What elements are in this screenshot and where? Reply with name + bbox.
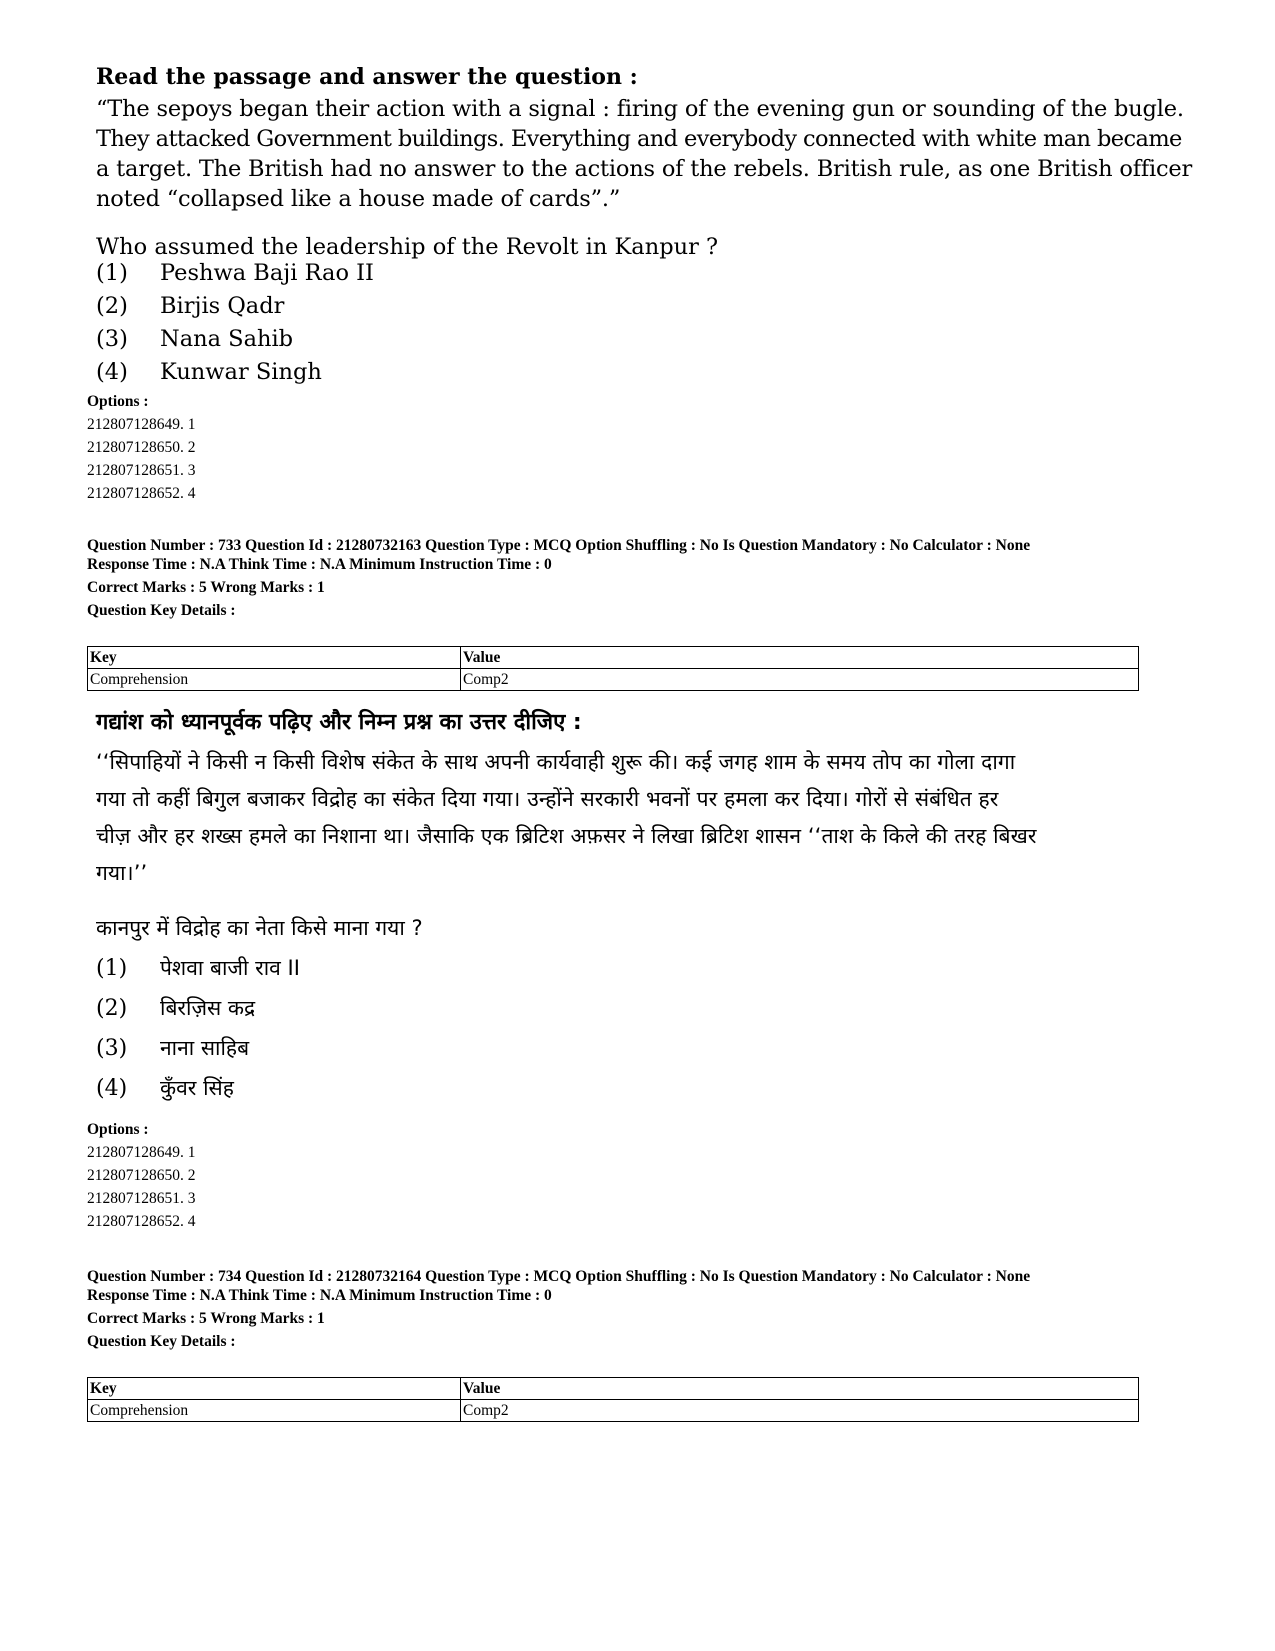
option-id: 212807128652. 4 — [87, 485, 196, 502]
passage-line: गया।’’ — [96, 861, 148, 885]
option-item — [96, 948, 300, 988]
question-meta-line: Response Time : N.A Think Time : N.A Minimum Instruction Time : 0 — [87, 1287, 552, 1304]
table-header-row — [88, 1378, 1139, 1400]
question-marks: Correct Marks : 5 Wrong Marks : 1 — [87, 1310, 325, 1327]
passage-line: “The sepoys began their action with a signal : firing of the evening gun or sounding of the bugle. — [96, 96, 1184, 122]
table-cell-value: Comp2 — [461, 1400, 1139, 1422]
option-number: (4) — [96, 1075, 128, 1101]
table-header-row — [88, 647, 1139, 669]
option-item — [96, 1028, 300, 1068]
question-meta-line: Question Number : 734 Question Id : 21280732164 Question Type : MCQ Option Shuffling : No Is Question Mandatory : No Calculator : None — [87, 1268, 1031, 1285]
question-key-table — [87, 1377, 1139, 1422]
question-key-details-label: Question Key Details : — [87, 602, 236, 619]
table-cell-key: Comprehension — [88, 1400, 461, 1422]
option-id: 212807128651. 3 — [87, 1190, 196, 1207]
option-number: (3) — [96, 1035, 128, 1061]
option-text: Kunwar Singh — [160, 358, 322, 385]
option-number: (3) — [96, 325, 128, 352]
options-block — [87, 1118, 196, 1233]
option-item — [96, 256, 374, 289]
option-number: (4) — [96, 358, 128, 385]
option-id: 212807128650. 2 — [87, 439, 196, 456]
option-id: 212807128651. 3 — [87, 462, 196, 479]
option-number: (2) — [96, 995, 128, 1021]
options-label: Options : — [87, 393, 149, 410]
option-id: 212807128649. 1 — [87, 416, 196, 433]
passage-line: चीज़ और हर शख्स हमले का निशाना था। जैसाकि एक ब्रिटिश अफ़सर ने लिखा ब्रिटिश शासन ‘‘ताश के किले की तरह बिखर — [96, 824, 1037, 848]
table-row — [88, 669, 1139, 691]
option-item — [96, 1068, 300, 1108]
option-id: 212807128649. 1 — [87, 1144, 196, 1161]
question-734-meta — [87, 1265, 1030, 1353]
hindi-heading: गद्यांश को ध्यानपूर्वक पढ़िए और निम्न प्रश्न का उत्तर दीजिए : — [96, 710, 582, 735]
table-cell-key: Comprehension — [88, 669, 461, 691]
english-heading: Read the passage and answer the question : — [96, 64, 638, 90]
option-id: 212807128652. 4 — [87, 1213, 196, 1230]
table-header-key: Key — [88, 647, 461, 669]
hindi-question-text: कानपुर में विद्रोह का नेता किसे माना गया ? — [96, 916, 423, 940]
option-text: Peshwa Baji Rao II — [160, 259, 374, 286]
options-label: Options : — [87, 1121, 149, 1138]
passage-line: गया तो कहीं बिगुल बजाकर विद्रोह का संकेत दिया गया। उन्होंने सरकारी भवनों पर हमला कर दिया। गोरों से संबंधित हर — [96, 787, 999, 811]
hindi-options-list — [96, 948, 300, 1108]
option-text: नाना साहिब — [160, 1036, 250, 1060]
option-number: (2) — [96, 292, 128, 319]
question-meta-line: Question Number : 733 Question Id : 21280732163 Question Type : MCQ Option Shuffling : No Is Question Mandatory : No Calculator : None — [87, 537, 1031, 554]
option-text: कुँवर सिंह — [160, 1076, 234, 1100]
option-text: Nana Sahib — [160, 325, 294, 352]
option-text: बिरज़िस कद्र — [160, 996, 256, 1020]
option-text: Birjis Qadr — [160, 292, 285, 319]
passage-line: They attacked Government buildings. Everything and everybody connected with white man became — [96, 126, 1182, 152]
table-row — [88, 1400, 1139, 1422]
question-key-table — [87, 646, 1139, 691]
hindi-passage — [96, 744, 1221, 892]
option-number: (1) — [96, 259, 128, 286]
option-number: (1) — [96, 955, 128, 981]
english-question-text: Who assumed the leadership of the Revolt in Kanpur ? — [96, 234, 719, 260]
passage-line: a target. The British had no answer to the actions of the rebels. British rule, as one British officer — [96, 156, 1193, 182]
question-key-details-label: Question Key Details : — [87, 1333, 236, 1350]
english-options-list — [96, 256, 374, 388]
options-block — [87, 390, 196, 505]
passage-line: noted “collapsed like a house made of cards”.” — [96, 186, 621, 212]
passage-line: ‘‘सिपाहियों ने किसी न किसी विशेष संकेत के साथ अपनी कार्यवाही शुरू की। कई जगह शाम के समय तोप का गोला दागा — [96, 750, 1016, 774]
table-cell-value: Comp2 — [461, 669, 1139, 691]
english-passage — [96, 94, 1216, 214]
question-meta-line: Response Time : N.A Think Time : N.A Minimum Instruction Time : 0 — [87, 556, 552, 573]
option-item — [96, 988, 300, 1028]
option-item — [96, 322, 374, 355]
option-item — [96, 289, 374, 322]
option-id: 212807128650. 2 — [87, 1167, 196, 1184]
question-733-meta — [87, 534, 1030, 622]
table-header-value: Value — [461, 1378, 1139, 1400]
option-item — [96, 355, 374, 388]
option-text: पेशवा बाजी राव II — [160, 956, 300, 980]
table-header-key: Key — [88, 1378, 461, 1400]
question-marks: Correct Marks : 5 Wrong Marks : 1 — [87, 579, 325, 596]
table-header-value: Value — [461, 647, 1139, 669]
